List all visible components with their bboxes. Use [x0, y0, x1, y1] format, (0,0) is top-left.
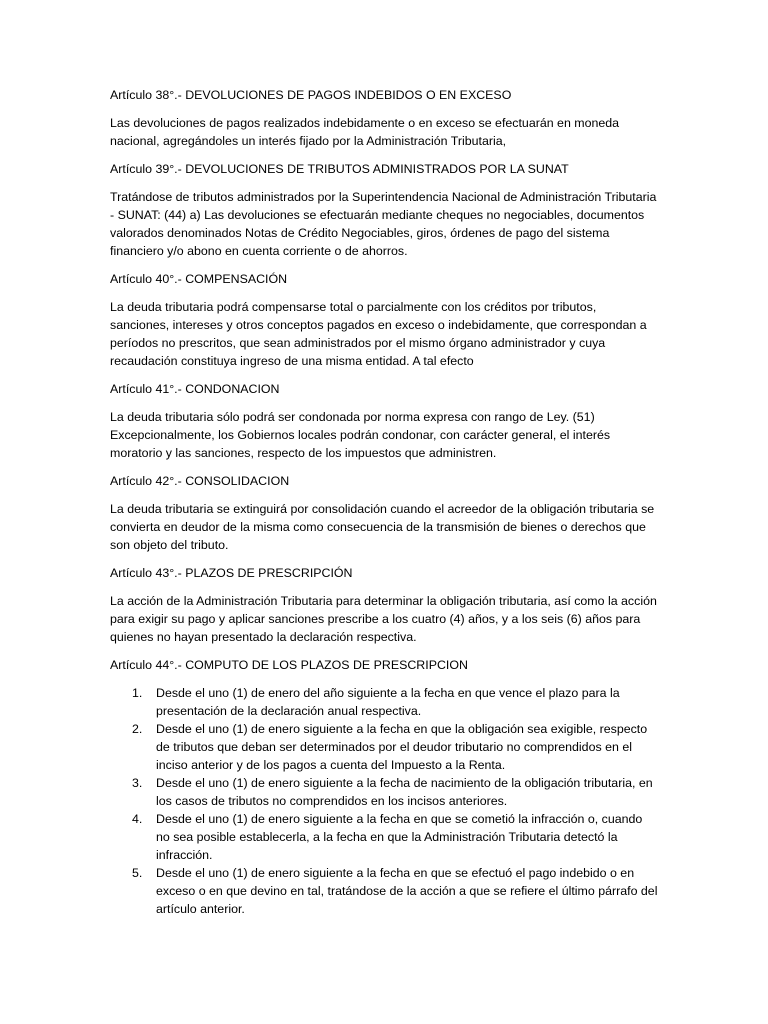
article-40-body: La deuda tributaria podrá compensarse total o parcialmente con los créditos por tributos, sanciones, intereses y otros conceptos pagados en exceso o indebidamente, que correspondan a períodos no prescritos, que sean administrados por el mismo órgano administrador y cuya recaudación constituya ingreso de una misma entidad. A tal efecto — [110, 300, 647, 368]
article-41-body: La deuda tributaria sólo podrá ser condonada por norma expresa con rango de Ley. (51) Excepcionalmente, los Gobiernos locales podrán condonar, con carácter general, el interés moratorio y las sanciones, respecto de los impuestos que administren. — [110, 410, 611, 460]
article-38-heading: Artículo 38°.- DEVOLUCIONES DE PAGOS INDEBIDOS O EN EXCESO — [110, 88, 512, 102]
list-item — [110, 864, 658, 918]
article-42-heading: Artículo 42°.- CONSOLIDACION — [110, 474, 290, 488]
article-43-heading: Artículo 43°.- PLAZOS DE PRESCRIPCIÓN — [110, 566, 353, 580]
article-40-heading: Artículo 40°.- COMPENSACIÓN — [110, 272, 288, 286]
article-43-body: La acción de la Administración Tributaria para determinar la obligación tributaria, así como la acción para exigir su pago y aplicar sanciones prescribe a los cuatro (4) años, y a los seis (6) años para quienes no hayan presentado la declaración respectiva. — [110, 594, 657, 644]
list-item-text: Desde el uno (1) de enero siguiente a la fecha en que se cometió la infracción o, cuando no sea posible establecerla, a la fecha en que la Administración Tributaria detectó la infracción. — [156, 812, 643, 862]
article-41-heading: Artículo 41°.- CONDONACION — [110, 382, 280, 396]
list-item — [110, 720, 658, 774]
list-item-text: Desde el uno (1) de enero del año siguiente a la fecha en que vence el plazo para la presentación de la declaración anual respectiva. — [156, 686, 620, 718]
list-item-number: 2. — [132, 722, 143, 736]
list-item-number: 4. — [132, 812, 143, 826]
list-item — [110, 774, 658, 810]
article-44-heading: Artículo 44°.- COMPUTO DE LOS PLAZOS DE PRESCRIPCION — [110, 658, 468, 672]
document-page — [110, 86, 658, 918]
list-item-number: 5. — [132, 866, 143, 880]
list-item — [110, 810, 658, 864]
list-item — [110, 684, 658, 720]
prescription-list — [110, 684, 658, 918]
list-item-text: Desde el uno (1) de enero siguiente a la fecha en que la obligación sea exigible, respecto de tributos que deban ser determinados por el deudor tributario no comprendidos en el inciso anterior y de los pagos a cuenta del Impuesto a la Renta. — [156, 722, 648, 772]
article-39-body: Tratándose de tributos administrados por la Superintendencia Nacional de Administración Tributaria - SUNAT: (44) a) Las devoluciones se efectuarán mediante cheques no negociables, documentos valorados denominados Notas de Crédito Negociables, giros, órdenes de pago del sistema financiero y/o abono en cuenta corriente o de ahorros. — [110, 190, 657, 258]
article-38-body: Las devoluciones de pagos realizados indebidamente o en exceso se efectuarán en moneda nacional, agregándoles un interés fijado por la Administración Tributaria, — [110, 116, 620, 148]
article-39-heading: Artículo 39°.- DEVOLUCIONES DE TRIBUTOS ADMINISTRADOS POR LA SUNAT — [110, 162, 569, 176]
article-42-body: La deuda tributaria se extinguirá por consolidación cuando el acreedor de la obligación tributaria se convierta en deudor de la misma como consecuencia de la transmisión de bienes o derechos que son objeto del tributo. — [110, 502, 655, 552]
list-item-text: Desde el uno (1) de enero siguiente a la fecha de nacimiento de la obligación tributaria, en los casos de tributos no comprendidos en los incisos anteriores. — [156, 776, 653, 808]
list-item-text: Desde el uno (1) de enero siguiente a la fecha en que se efectuó el pago indebido o en exceso o en que devino en tal, tratándose de la acción a que se refiere el último párrafo del artículo anterior. — [156, 866, 658, 916]
list-item-number: 3. — [132, 776, 143, 790]
list-item-number: 1. — [132, 686, 143, 700]
